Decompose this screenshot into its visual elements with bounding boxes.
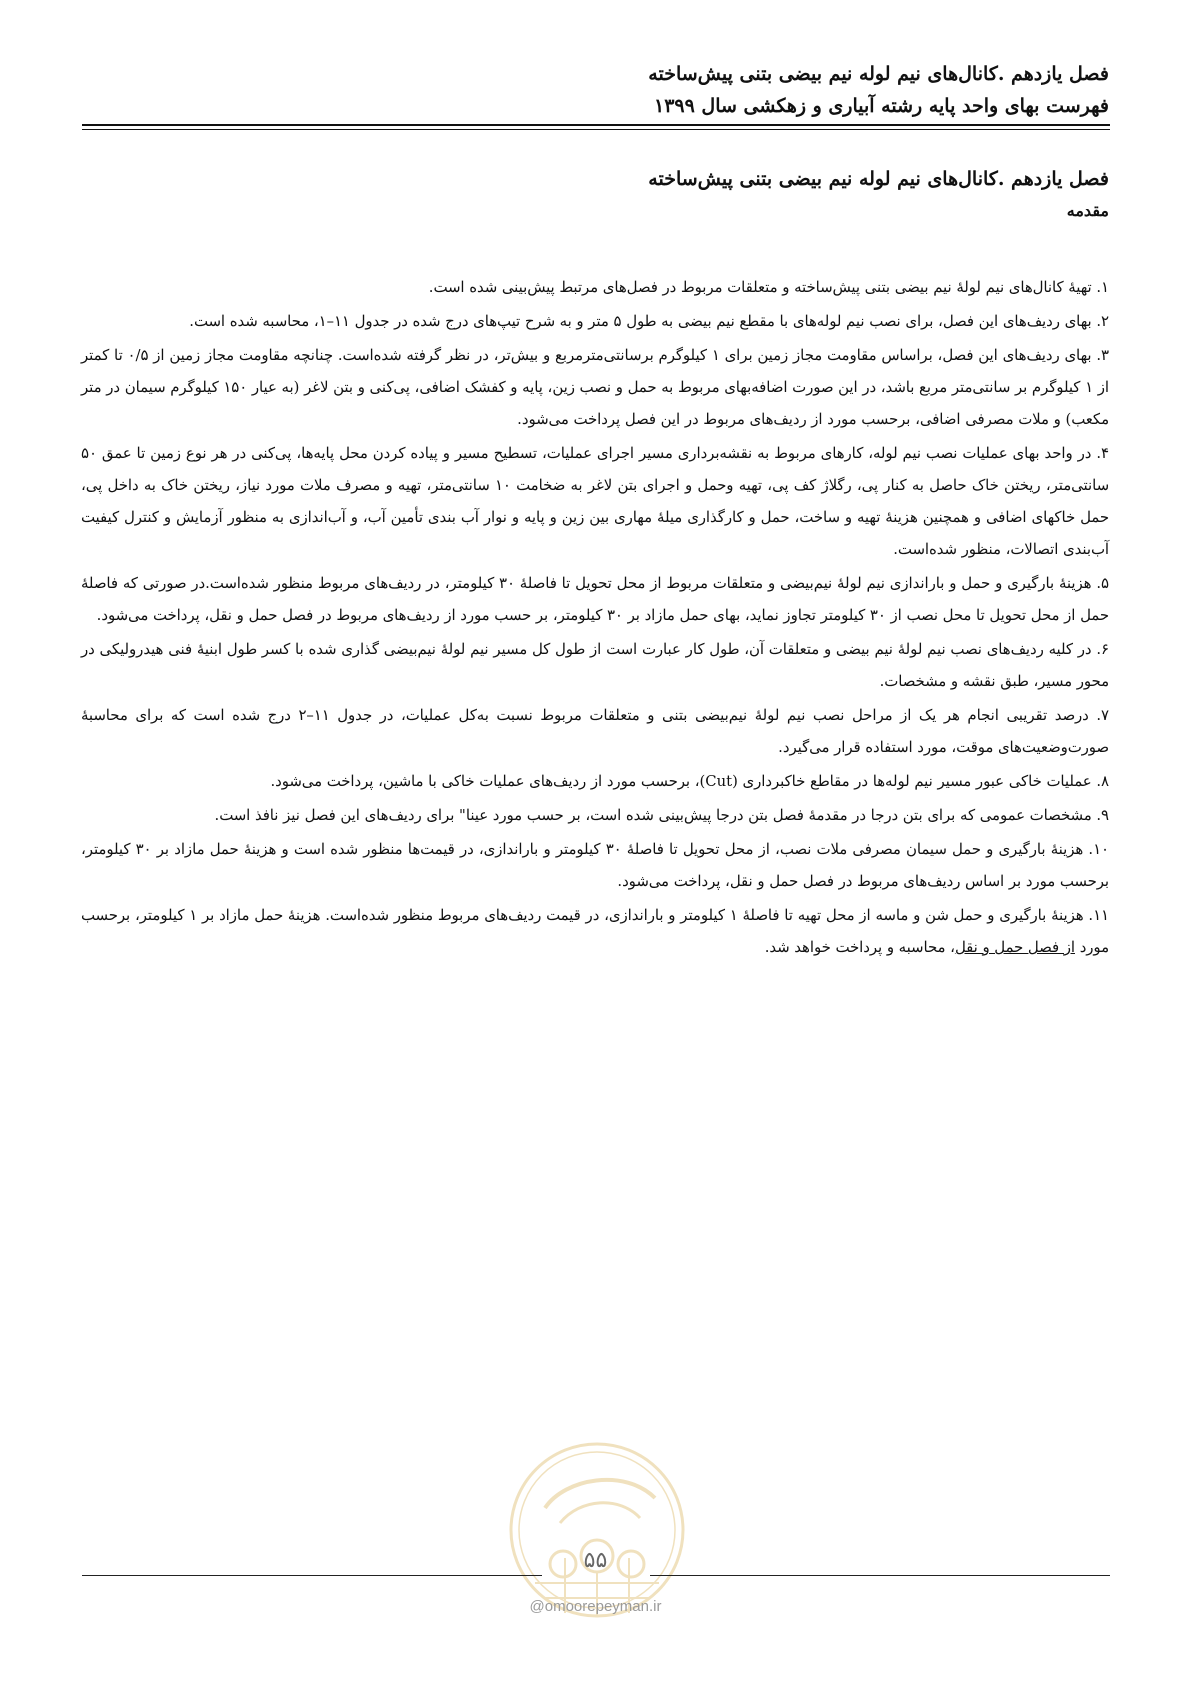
running-header [81, 58, 1109, 122]
paragraph-10: ۱۰. هزینهٔ بارگیری و حمل سیمان مصرفی ملات نصب، از محل تحویل تا فاصلهٔ ۳۰ کیلومتر و باراندازی، در قیمت‌ها منظور شده است و هزینهٔ حمل مازاد بر ۳۰ کیلومتر، برحسب مورد بر اساس ردیف‌های مربوط در فصل حمل و نقل، پرداخت می‌شود. [81, 841, 1109, 890]
page-number: ۵۵ [583, 1548, 608, 1573]
footer-rule-left [82, 1575, 542, 1576]
header-book-title: فهرست بهای واحد پایه رشته آبیاری و زهکشی سال ۱۳۹۹ [653, 95, 1109, 117]
paragraph-4: ۴. در واحد بهای عملیات نصب نیم لوله، کارهای مربوط به نقشه‌برداری مسیر اجرای عملیات، تسطیح مسیر و پیاده کردن محل پایه‌ها، پی‌کنی در هر نوع زمین تا عمق ۵۰ سانتی‌متر، ریختن خاک حاصل به کنار پی، رگلاژ کف پی، تهیه وحمل و اجرای بتن لاغر به ضخامت ۱۰ سانتی‌متر، تهیه و مصرف ملات مورد نیاز، ریختن خاک به داخل پی، حمل خاکهای اضافی و همچنین هزینهٔ تهیه و ساخت، حمل و کارگذاری میلهٔ مهاری بین زین و پایه و نوار آب بندی تأمین آب، و آب‌اندازی به منظور آزمایش و کنترل کیفیت آب‌بندی اتصالات، منظور شده‌است. [81, 445, 1109, 558]
paragraph-7: ۷. درصد تقریبی انجام هر یک از مراحل نصب نیم لولهٔ نیم‌بیضی بتنی و متعلقات مربوط نسبت به‌کل عملیات، در جدول ۱۱–۲ درج شده است که برای محاسبهٔ صورت‌وضعیت‌های موقت، مورد استفاده قرار می‌گیرد. [81, 707, 1109, 756]
paragraph-1: ۱. تهیهٔ کانال‌های نیم لولهٔ نیم بیضی بتنی پیش‌ساخته و متعلقات مربوط در فصل‌های مرتبط پیش‌بینی شده است. [428, 279, 1109, 296]
header-chapter-title: فصل یازدهم .کانال‌های نیم لوله نیم بیضی بتنی پیش‌ساخته [648, 63, 1109, 85]
paragraph-11-start: ۱۱. هزینهٔ بارگیری و حمل شن و ماسه از محل تهیه تا فاصلهٔ ۱ کیلومتر و باراندازی، در قیمت ردیف‌های مربوط منظور شده‌است. هزینهٔ حمل مازاد بر ۱ کیلومتر، برحسب مورد [81, 907, 1110, 956]
footer-rule-right [650, 1575, 1110, 1576]
section-title: فصل یازدهم .کانال‌های نیم لوله نیم بیضی بتنی پیش‌ساخته [648, 168, 1109, 190]
paragraph-11-underlined-reference: از فصل حمل و نقل [954, 939, 1075, 956]
section-heading [81, 162, 1109, 226]
website-watermark: @omoorepeyman.ir [529, 1598, 662, 1615]
section-subtitle: مقدمه [1066, 201, 1109, 220]
paragraph-11-end: ، محاسبه و پرداخت خواهد شد. [764, 939, 955, 956]
paragraph-11 [81, 900, 1109, 964]
paragraph-5: ۵. هزینهٔ بارگیری و حمل و باراندازی نیم لولهٔ نیم‌بیضی و متعلقات مربوط از محل تحویل تا فاصلهٔ ۳۰ کیلومتر، در ردیف‌های مربوط منظور شده‌است.در صورتی که فاصلهٔ حمل از محل تحویل تا محل نصب از ۳۰ کیلومتر تجاوز نماید، بهای حمل مازاد بر ۳۰ کیلومتر، بر حسب مورد از ردیف‌های مربوط در فصل حمل و نقل، پرداخت می‌شود. [81, 575, 1109, 624]
header-rule-thick [82, 124, 1110, 126]
paragraph-9: ۹. مشخصات عمومی که برای بتن درجا در مقدمهٔ فصل بتن درجا پیش‌بینی شده است، بر حسب مورد عینا" برای ردیف‌های این فصل نیز نافذ است. [214, 807, 1109, 824]
paragraph-2: ۲. بهای ردیف‌های این فصل، برای نصب نیم لوله‌های با مقطع نیم بیضی به طول ۵ متر و به شرح تیپ‌های درج شده در جدول ۱۱–۱، محاسبه شده است. [189, 313, 1109, 330]
paragraph-8: ۸. عملیات خاکی عبور مسیر نیم لوله‌ها در مقاطع خاکبرداری (Cut)، برحسب مورد از ردیف‌های عملیات خاکی با ماشین، پرداخت می‌شود. [270, 773, 1109, 790]
paragraph-6: ۶. در کلیه ردیف‌های نصب نیم لولهٔ نیم بیضی و متعلقات آن، طول کار عبارت است از طول کل مسیر نیم لولهٔ نیم‌بیضی گذاری شده با کسر طول ابنیهٔ فنی هیدرولیکی در محور مسیر، طبق نقشه و مشخصات. [81, 641, 1109, 690]
body-text [81, 272, 1109, 966]
paragraph-3: ۳. بهای ردیف‌های این فصل، براساس مقاومت مجاز زمین برای ۱ کیلوگرم برسانتی‌مترمربع و بیش‌تر، در نظر گرفته شده‌است. چنانچه مقاومت مجاز زمین از ۰/۵ تا کمتر از ۱ کیلوگرم بر سانتی‌متر مربع باشد، در این صورت اضافه‌بهای مربوط به حمل و نصب زین، پایه و کفشک اضافی، پی‌کنی و بتن لاغر (به عیار ۱۵۰ کیلوگرم سیمان در متر مکعب) و ملات مصرفی اضافی، برحسب مورد از ردیف‌های مربوط در این فصل پرداخت می‌شود. [81, 347, 1109, 428]
omoore-peyman-logo-icon [505, 1438, 689, 1622]
header-rule-thin [82, 129, 1110, 130]
